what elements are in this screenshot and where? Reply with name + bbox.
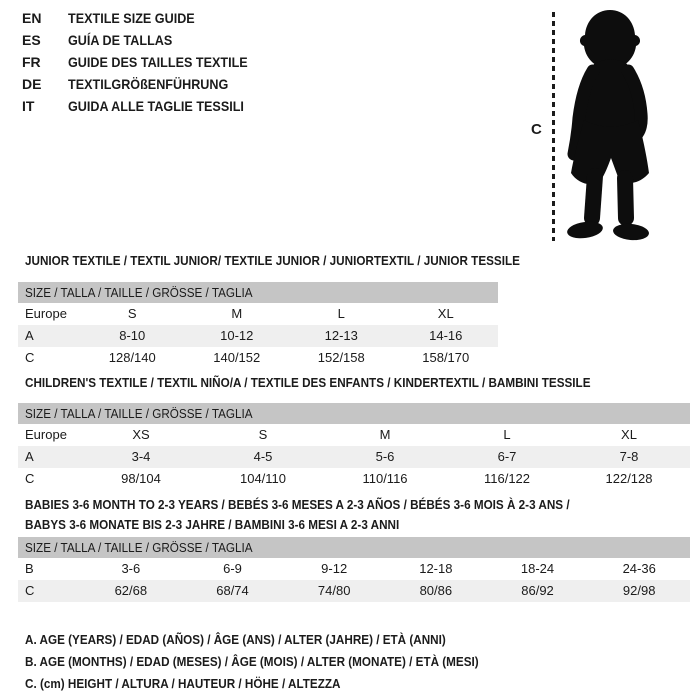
row-label: A (25, 328, 34, 343)
legend-footnotes (25, 629, 529, 695)
language-row-fr (22, 51, 268, 73)
size-value-cell: 86/92 (521, 583, 554, 598)
babies-section-title-line2: BABYS 3-6 MONATE BIS 2-3 JAHRE / BAMBINI 3-6 MESI A 2-3 ANNI (25, 517, 400, 532)
size-header-text: SIZE / TALLA / TAILLE / GRÖSSE / TAGLIA (25, 285, 253, 300)
children-size-table (18, 403, 690, 490)
row-label: C (25, 471, 35, 486)
language-row-de (22, 73, 268, 95)
size-value-cell: L (503, 427, 511, 442)
size-value-cell: 12-13 (324, 328, 358, 343)
language-title: GUIDA ALLE TAGLIE TESSILI (68, 98, 244, 114)
babies-section-title-line1: BABIES 3-6 MONTH TO 2-3 YEARS / BEBÉS 3-6 MESES A 2-3 AÑOS / BÉBÉS 3-6 MOIS À 2-3 ANS / (25, 497, 570, 512)
table-row (18, 347, 498, 369)
junior-table-body (18, 303, 498, 369)
table-row (18, 446, 690, 468)
language-code: DE (22, 76, 42, 92)
size-value-cell: 92/98 (622, 583, 656, 598)
size-value-cell: 5-6 (375, 449, 395, 464)
language-row-it (22, 95, 268, 117)
size-value-cell: 98/104 (121, 471, 161, 486)
size-value-cell: S (127, 306, 137, 321)
size-value-cell: S (258, 427, 268, 442)
language-code: EN (22, 10, 42, 26)
size-value-cell: 3-6 (121, 561, 141, 576)
size-value-cell: 6-9 (223, 561, 242, 576)
language-title: GUÍA DE TALLAS (68, 32, 173, 48)
height-measure-label: C (531, 121, 542, 138)
babies-section-title (25, 495, 630, 535)
table-row (18, 558, 690, 580)
table-row (18, 468, 690, 490)
language-code: ES (22, 32, 41, 48)
size-value-cell: M (231, 306, 243, 321)
size-value-cell: 4-5 (253, 449, 273, 464)
size-value-cell: L (337, 306, 345, 321)
language-row-en (22, 7, 268, 29)
size-value-cell: XL (437, 306, 454, 321)
row-label: Europe (25, 306, 67, 321)
footnote-age-years: A. AGE (YEARS) / EDAD (AÑOS) / ÂGE (ANS) / ALTER (JAHRE) / ETÀ (ANNI) (25, 632, 446, 647)
junior-section-title-text: JUNIOR TEXTILE / TEXTIL JUNIOR/ TEXTILE JUNIOR / JUNIORTEXTIL / JUNIOR TESSILE (25, 253, 520, 268)
toddler-silhouette-icon (558, 8, 666, 249)
size-value-cell: 158/170 (422, 350, 470, 365)
size-header-text: SIZE / TALLA / TAILLE / GRÖSSE / TAGLIA (25, 406, 253, 421)
size-value-cell: 110/116 (362, 471, 408, 486)
size-header-text: SIZE / TALLA / TAILLE / GRÖSSE / TAGLIA (25, 540, 253, 555)
size-value-cell: 74/80 (317, 583, 351, 598)
babies-table-body (18, 558, 690, 602)
table-row (18, 580, 690, 602)
row-label: C (25, 583, 35, 598)
size-value-cell: 12-18 (419, 561, 453, 576)
size-value-cell: 104/110 (239, 471, 287, 486)
size-value-cell: 3-4 (131, 449, 151, 464)
size-value-cell: 62/68 (114, 583, 148, 598)
size-value-cell: 140/152 (213, 350, 261, 365)
row-label: B (25, 561, 34, 576)
size-header-row (18, 403, 690, 424)
size-value-cell: 8-10 (119, 328, 146, 343)
language-title: GUIDE DES TAILLES TEXTILE (68, 54, 248, 70)
row-label: A (25, 449, 34, 464)
language-code: IT (22, 98, 35, 114)
size-value-cell: XS (132, 427, 150, 442)
size-value-cell: XL (621, 427, 637, 442)
table-row (18, 325, 498, 347)
size-value-cell: 68/74 (216, 583, 249, 598)
footnote-height-cm: C. (cm) HEIGHT / ALTURA / HAUTEUR / HÖHE / ALTEZZA (25, 676, 341, 691)
children-section-title-text: CHILDREN'S TEXTILE / TEXTIL NIÑO/A / TEXTILE DES ENFANTS / KINDERTEXTIL / BAMBINI TESSILE (25, 375, 591, 390)
size-header-row (18, 537, 690, 558)
height-measure-dashed-line (552, 12, 555, 241)
language-code: FR (22, 54, 41, 70)
size-value-cell: 24-36 (622, 561, 656, 576)
size-value-cell: 116/122 (483, 471, 531, 486)
size-value-cell: M (379, 427, 391, 442)
size-header-row (18, 282, 498, 303)
children-table-body (18, 424, 690, 490)
size-value-cell: 122/128 (605, 471, 653, 486)
language-list (22, 7, 268, 117)
size-value-cell: 9-12 (321, 561, 348, 576)
size-value-cell: 10-12 (220, 328, 254, 343)
table-row (18, 303, 498, 325)
row-label: Europe (25, 427, 67, 442)
size-value-cell: 6-7 (497, 449, 517, 464)
size-value-cell: 7-8 (619, 449, 639, 464)
junior-size-table (18, 282, 498, 369)
table-row (18, 424, 690, 446)
size-value-cell: 152/158 (317, 350, 365, 365)
footnote-age-months: B. AGE (MONTHS) / EDAD (MESES) / ÂGE (MOIS) / ALTER (MONATE) / ETÀ (MESI) (25, 654, 479, 669)
size-value-cell: 14-16 (429, 328, 463, 343)
size-value-cell: 18-24 (520, 561, 555, 576)
language-title: TEXTILE SIZE GUIDE (68, 10, 195, 26)
language-row-es (22, 29, 268, 51)
babies-size-table (18, 537, 690, 602)
size-value-cell: 128/140 (108, 350, 156, 365)
size-value-cell: 80/86 (419, 583, 453, 598)
row-label: C (25, 350, 35, 365)
language-title: TEXTILGRÖßENFÜHRUNG (68, 76, 229, 92)
children-section-title (25, 373, 653, 393)
junior-section-title (25, 251, 575, 271)
